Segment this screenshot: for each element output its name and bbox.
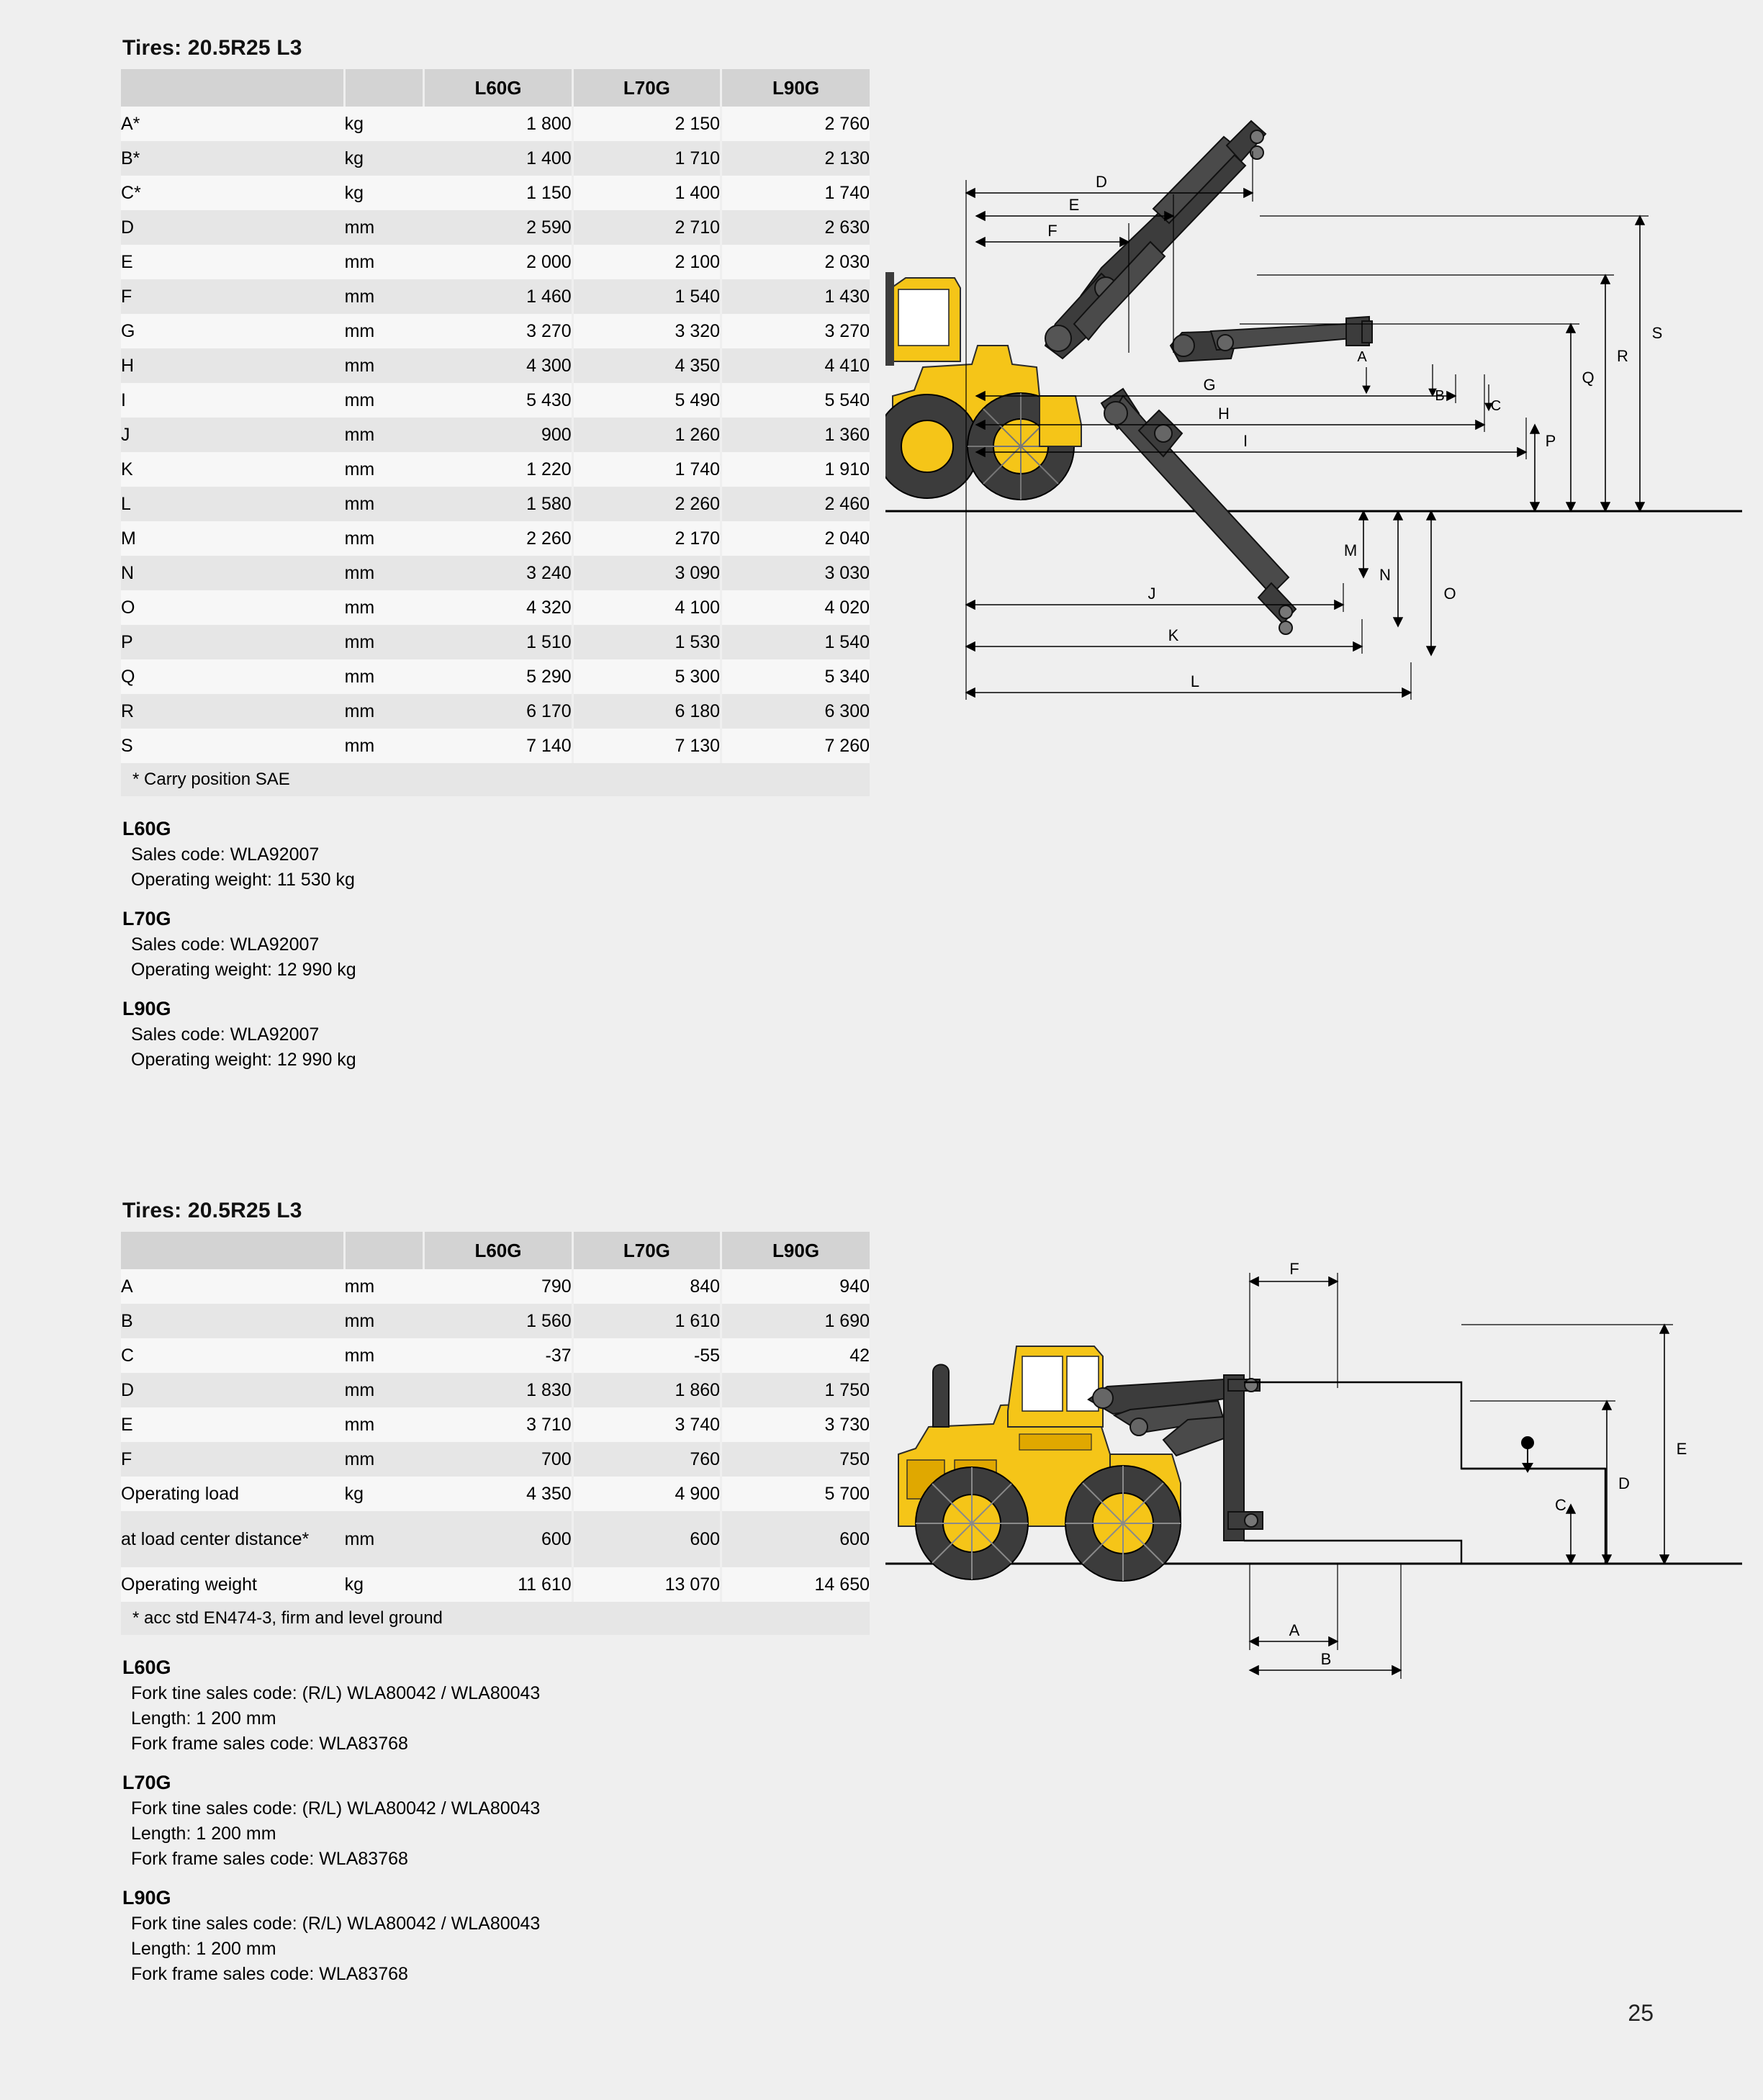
table-row <box>121 418 870 452</box>
cell-l70g: 1 540 <box>572 279 721 314</box>
row-unit: kg <box>345 1567 424 1602</box>
note-block-l60g <box>121 1657 870 1756</box>
row-unit: kg <box>345 176 424 210</box>
row-unit: mm <box>345 1269 424 1304</box>
cell-l70g: 2 710 <box>572 210 721 245</box>
load-center-symbol <box>1522 1437 1533 1473</box>
note-block-l90g <box>121 998 870 1072</box>
cell-l60g: 1 400 <box>424 141 572 176</box>
section2-footnote: * acc std EN474-3, firm and level ground <box>121 1602 870 1635</box>
cell-l90g: 2 460 <box>721 487 870 521</box>
note-block-l70g <box>121 1772 870 1871</box>
col-header-blank-unit <box>345 69 424 107</box>
row-label: at load center distance* <box>121 1511 345 1567</box>
page-number: 25 <box>1628 2000 1654 2026</box>
cell-l90g: 1 690 <box>721 1304 870 1338</box>
cell-l70g: 7 130 <box>572 729 721 763</box>
note-line: Sales code: WLA92007 <box>131 1024 320 1045</box>
row-unit: mm <box>345 1304 424 1338</box>
note-line: Fork frame sales code: WLA83768 <box>131 1734 408 1754</box>
dim-label-D: D <box>1618 1474 1630 1492</box>
table-row <box>121 1304 870 1338</box>
row-label: S <box>121 729 345 763</box>
col-header-l60g: L60G <box>424 69 572 107</box>
table-row <box>121 1338 870 1373</box>
note-model-name: L60G <box>122 1657 171 1678</box>
row-label: N <box>121 556 345 590</box>
table-row <box>121 383 870 418</box>
dim-label-A: A <box>1357 349 1367 365</box>
row-label: F <box>121 1442 345 1477</box>
row-label: D <box>121 1373 345 1407</box>
cell-l70g: 2 150 <box>572 107 721 141</box>
cell-l70g: -55 <box>572 1338 721 1373</box>
cell-l60g: 1 580 <box>424 487 572 521</box>
note-model-name: L90G <box>122 998 171 1019</box>
dim-label-O: O <box>1443 585 1456 603</box>
table-row <box>121 176 870 210</box>
cell-l90g: 2 040 <box>721 521 870 556</box>
row-label: F <box>121 279 345 314</box>
cell-l60g: 900 <box>424 418 572 452</box>
row-label: Operating load <box>121 1477 345 1511</box>
cell-l90g: 1 360 <box>721 418 870 452</box>
note-line: Length: 1 200 mm <box>131 1939 276 1959</box>
table-row <box>121 245 870 279</box>
dim-label-Q: Q <box>1582 369 1595 387</box>
section2-notes <box>121 1657 870 1986</box>
cell-l60g: 1 460 <box>424 279 572 314</box>
row-label: O <box>121 590 345 625</box>
cell-l60g: 3 710 <box>424 1407 572 1442</box>
note-line: Fork frame sales code: WLA83768 <box>131 1849 408 1869</box>
cell-l70g: 840 <box>572 1269 721 1304</box>
col-header-blank-label <box>121 1232 345 1269</box>
cell-l60g: 3 270 <box>424 314 572 348</box>
row-label: C <box>121 1338 345 1373</box>
table-footnote-row <box>121 763 870 796</box>
cell-l90g: 5 340 <box>721 659 870 694</box>
cell-l60g: 7 140 <box>424 729 572 763</box>
table-row <box>121 659 870 694</box>
cell-l70g: 1 610 <box>572 1304 721 1338</box>
cell-l70g: 4 100 <box>572 590 721 625</box>
dim-label-J: J <box>1147 585 1156 603</box>
row-unit: mm <box>345 348 424 383</box>
row-unit: kg <box>345 141 424 176</box>
cell-l90g: 42 <box>721 1338 870 1373</box>
cell-l60g: -37 <box>424 1338 572 1373</box>
cell-l60g: 6 170 <box>424 694 572 729</box>
table-row <box>121 556 870 590</box>
note-line: Fork tine sales code: (R/L) WLA80042 / WLA80043 <box>131 1798 541 1819</box>
row-label: A <box>121 1269 345 1304</box>
table-row <box>121 141 870 176</box>
row-unit: mm <box>345 452 424 487</box>
table-row <box>121 1442 870 1477</box>
col-header-l90g: L90G <box>721 1232 870 1269</box>
table-row <box>121 729 870 763</box>
dim-label-B: B <box>1435 388 1445 404</box>
cell-l70g: 13 070 <box>572 1567 721 1602</box>
dim-label-I: I <box>1243 432 1248 450</box>
row-label: R <box>121 694 345 729</box>
row-label: J <box>121 418 345 452</box>
cell-l90g: 750 <box>721 1442 870 1477</box>
row-unit: mm <box>345 625 424 659</box>
table-row <box>121 452 870 487</box>
cell-l70g: 5 490 <box>572 383 721 418</box>
cell-l70g: 1 260 <box>572 418 721 452</box>
section1-notes <box>121 818 870 1072</box>
row-unit: mm <box>345 245 424 279</box>
figure-fork-dimensions <box>885 1238 1742 1699</box>
cell-l90g: 5 700 <box>721 1477 870 1511</box>
loader-side-view-illustration <box>898 1346 1181 1581</box>
row-unit: mm <box>345 659 424 694</box>
table-row <box>121 1511 870 1567</box>
cell-l90g: 940 <box>721 1269 870 1304</box>
dim-label-M: M <box>1343 541 1358 559</box>
col-header-l60g: L60G <box>424 1232 572 1269</box>
cell-l60g: 1 830 <box>424 1373 572 1407</box>
row-unit: mm <box>345 590 424 625</box>
row-unit: mm <box>345 694 424 729</box>
cell-l60g: 3 240 <box>424 556 572 590</box>
cell-l70g: 3 320 <box>572 314 721 348</box>
section2-title: Tires: 20.5R25 L3 <box>122 1199 302 1222</box>
table-row <box>121 1407 870 1442</box>
row-label: H <box>121 348 345 383</box>
cell-l60g: 1 560 <box>424 1304 572 1338</box>
row-unit: mm <box>345 1407 424 1442</box>
section-fork-specs <box>121 1199 870 2002</box>
fork-tine-outline <box>1244 1382 1605 1564</box>
row-unit: mm <box>345 556 424 590</box>
row-label: P <box>121 625 345 659</box>
cell-l60g: 2 000 <box>424 245 572 279</box>
row-label: E <box>121 1407 345 1442</box>
cell-l70g: 5 300 <box>572 659 721 694</box>
cell-l90g: 14 650 <box>721 1567 870 1602</box>
cell-l90g: 2 630 <box>721 210 870 245</box>
note-line: Fork frame sales code: WLA83768 <box>131 1964 408 1984</box>
row-unit: mm <box>345 279 424 314</box>
table-header-row <box>121 69 870 107</box>
cell-l60g: 4 350 <box>424 1477 572 1511</box>
dim-label-N: N <box>1379 566 1391 584</box>
row-unit: mm <box>345 314 424 348</box>
dim-label-E: E <box>1068 196 1080 214</box>
row-unit: mm <box>345 1373 424 1407</box>
dim-label-F: F <box>1047 222 1058 240</box>
table-row <box>121 694 870 729</box>
dim-label-S: S <box>1651 324 1663 342</box>
cell-l70g: 3 090 <box>572 556 721 590</box>
note-model-name: L90G <box>122 1887 171 1909</box>
cell-l60g: 5 290 <box>424 659 572 694</box>
dim-label-C: C <box>1490 398 1502 414</box>
note-model-name: L70G <box>122 908 171 929</box>
note-line: Sales code: WLA92007 <box>131 844 320 865</box>
note-model-name: L70G <box>122 1772 171 1793</box>
table-row <box>121 1373 870 1407</box>
row-label: K <box>121 452 345 487</box>
row-label: D <box>121 210 345 245</box>
row-unit: mm <box>345 1511 424 1567</box>
note-model-name: L60G <box>122 818 171 839</box>
row-label: Q <box>121 659 345 694</box>
cell-l70g: 760 <box>572 1442 721 1477</box>
table-row <box>121 279 870 314</box>
note-line: Length: 1 200 mm <box>131 1708 276 1729</box>
cell-l60g: 2 590 <box>424 210 572 245</box>
cell-l70g: 1 860 <box>572 1373 721 1407</box>
cell-l70g: 2 260 <box>572 487 721 521</box>
cell-l90g: 1 540 <box>721 625 870 659</box>
cell-l70g: 4 900 <box>572 1477 721 1511</box>
figure-grapple-dimensions <box>885 108 1742 957</box>
note-line: Fork tine sales code: (R/L) WLA80042 / WLA80043 <box>131 1914 541 1934</box>
row-unit: mm <box>345 418 424 452</box>
col-header-l70g: L70G <box>572 69 721 107</box>
note-block-l60g <box>121 818 870 892</box>
row-label: A* <box>121 107 345 141</box>
table-row <box>121 521 870 556</box>
row-unit: mm <box>345 1338 424 1373</box>
note-line: Operating weight: 11 530 kg <box>131 870 355 890</box>
loader-body-illustration <box>885 272 1081 500</box>
col-header-l70g: L70G <box>572 1232 721 1269</box>
note-block-l90g <box>121 1887 870 1986</box>
cell-l60g: 1 150 <box>424 176 572 210</box>
cell-l90g: 2 130 <box>721 141 870 176</box>
col-header-blank-label <box>121 69 345 107</box>
col-header-l90g: L90G <box>721 69 870 107</box>
cell-l90g: 4 410 <box>721 348 870 383</box>
table-row <box>121 1269 870 1304</box>
cell-l70g: 600 <box>572 1511 721 1567</box>
cell-l90g: 4 020 <box>721 590 870 625</box>
dim-label-R: R <box>1617 347 1628 365</box>
cell-l90g: 5 540 <box>721 383 870 418</box>
cell-l90g: 7 260 <box>721 729 870 763</box>
cell-l60g: 4 320 <box>424 590 572 625</box>
row-label: C* <box>121 176 345 210</box>
cell-l70g: 1 740 <box>572 452 721 487</box>
cell-l90g: 1 910 <box>721 452 870 487</box>
dim-label-F: F <box>1289 1260 1299 1278</box>
row-unit: mm <box>345 383 424 418</box>
note-line: Fork tine sales code: (R/L) WLA80042 / WLA80043 <box>131 1683 541 1703</box>
cell-l70g: 2 170 <box>572 521 721 556</box>
table-row <box>121 210 870 245</box>
table-row <box>121 625 870 659</box>
cell-l60g: 790 <box>424 1269 572 1304</box>
boom-raised-illustration <box>1045 121 1266 359</box>
section1-table-body <box>121 107 870 796</box>
col-header-blank-unit <box>345 1232 424 1269</box>
dim-label-C: C <box>1555 1496 1566 1514</box>
cell-l70g: 3 740 <box>572 1407 721 1442</box>
section1-spec-table <box>121 69 870 796</box>
section-grapple-specs <box>121 36 870 1088</box>
cell-l90g: 3 730 <box>721 1407 870 1442</box>
table-row <box>121 107 870 141</box>
boom-carry-illustration <box>1171 317 1372 361</box>
row-unit: mm <box>345 521 424 556</box>
cell-l90g: 3 270 <box>721 314 870 348</box>
cell-l60g: 11 610 <box>424 1567 572 1602</box>
dim-label-G: G <box>1203 376 1216 394</box>
section2-table-body <box>121 1269 870 1635</box>
cell-l70g: 6 180 <box>572 694 721 729</box>
note-line: Operating weight: 12 990 kg <box>131 960 356 980</box>
table-header-row <box>121 1232 870 1269</box>
row-unit: mm <box>345 1442 424 1477</box>
dim-label-B: B <box>1320 1650 1332 1668</box>
cell-l70g: 1 400 <box>572 176 721 210</box>
row-label: Operating weight <box>121 1567 345 1602</box>
cell-l90g: 6 300 <box>721 694 870 729</box>
row-unit: mm <box>345 210 424 245</box>
section1-title: Tires: 20.5R25 L3 <box>122 36 302 60</box>
dim-label-D: D <box>1096 173 1107 191</box>
table-row <box>121 487 870 521</box>
cell-l60g: 600 <box>424 1511 572 1567</box>
cell-l90g: 600 <box>721 1511 870 1567</box>
note-line: Operating weight: 12 990 kg <box>131 1050 356 1070</box>
note-block-l70g <box>121 908 870 982</box>
cell-l70g: 4 350 <box>572 348 721 383</box>
cell-l90g: 1 750 <box>721 1373 870 1407</box>
cell-l60g: 5 430 <box>424 383 572 418</box>
cell-l90g: 1 430 <box>721 279 870 314</box>
table-row <box>121 1567 870 1602</box>
row-label: I <box>121 383 345 418</box>
table-footnote-row <box>121 1602 870 1635</box>
cell-l90g: 1 740 <box>721 176 870 210</box>
cell-l90g: 2 760 <box>721 107 870 141</box>
section2-spec-table <box>121 1232 870 1635</box>
dim-label-H: H <box>1218 405 1230 423</box>
table-row <box>121 1477 870 1511</box>
cell-l90g: 3 030 <box>721 556 870 590</box>
table-row <box>121 314 870 348</box>
dim-label-P: P <box>1545 432 1556 450</box>
cell-l60g: 1 800 <box>424 107 572 141</box>
table-row <box>121 590 870 625</box>
row-label: B* <box>121 141 345 176</box>
dim-label-A: A <box>1289 1621 1300 1639</box>
section1-footnote: * Carry position SAE <box>121 763 870 796</box>
row-label: B <box>121 1304 345 1338</box>
cell-l70g: 1 710 <box>572 141 721 176</box>
row-unit: kg <box>345 107 424 141</box>
table-row <box>121 348 870 383</box>
cell-l60g: 4 300 <box>424 348 572 383</box>
row-unit: kg <box>345 1477 424 1511</box>
dim-label-E: E <box>1676 1440 1687 1458</box>
cell-l60g: 2 260 <box>424 521 572 556</box>
cell-l70g: 2 100 <box>572 245 721 279</box>
row-label: E <box>121 245 345 279</box>
row-label: M <box>121 521 345 556</box>
cell-l60g: 700 <box>424 1442 572 1477</box>
dim-label-K: K <box>1168 626 1179 644</box>
row-label: L <box>121 487 345 521</box>
row-label: G <box>121 314 345 348</box>
row-unit: mm <box>345 729 424 763</box>
row-unit: mm <box>345 487 424 521</box>
note-line: Sales code: WLA92007 <box>131 934 320 955</box>
cell-l90g: 2 030 <box>721 245 870 279</box>
dim-label-L: L <box>1190 672 1200 690</box>
cell-l60g: 1 220 <box>424 452 572 487</box>
cell-l60g: 1 510 <box>424 625 572 659</box>
note-line: Length: 1 200 mm <box>131 1824 276 1844</box>
cell-l70g: 1 530 <box>572 625 721 659</box>
